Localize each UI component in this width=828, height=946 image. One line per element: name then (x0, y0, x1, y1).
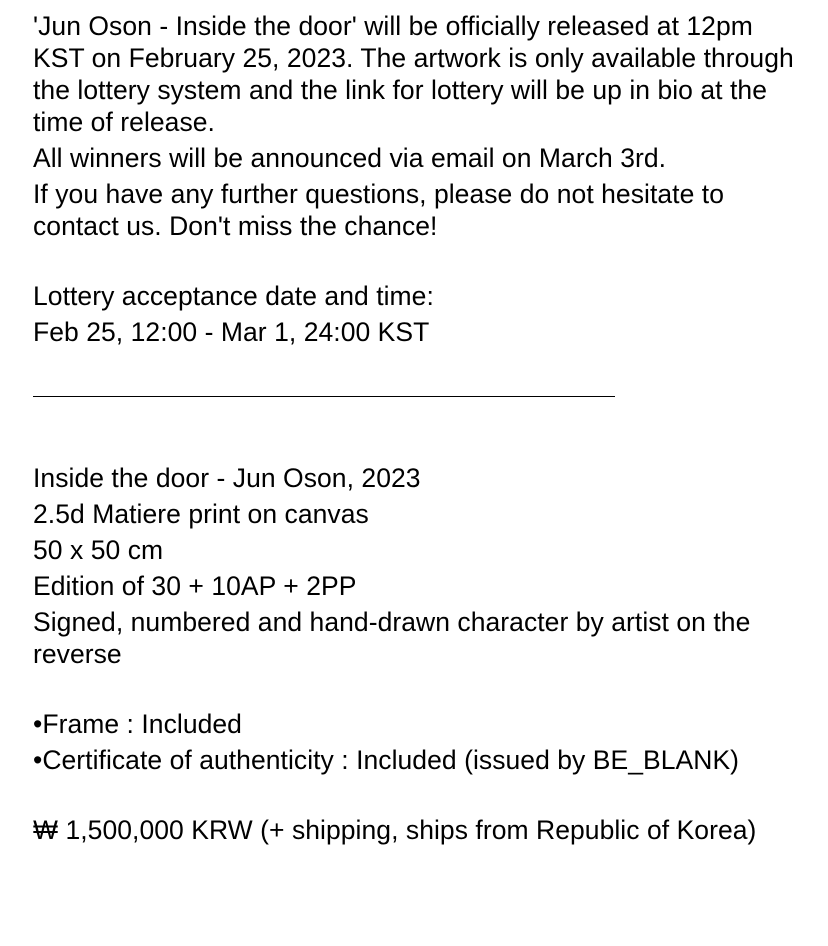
lottery-label: Lottery acceptance date and time: (33, 281, 434, 311)
artwork-signature: Signed, numbered and hand-drawn character by artist on the reverse (33, 607, 751, 669)
frame-included: •Frame : Included (33, 709, 242, 739)
questions-text: If you have any further questions, please do not hesitate to contact us. Don't miss the chance! (33, 179, 724, 241)
artwork-title: Inside the door - Jun Oson, 2023 (33, 463, 421, 493)
artwork-edition: Edition of 30 + 10AP + 2PP (33, 571, 357, 601)
certificate-included: •Certificate of authenticity : Included (issued by BE_BLANK) (33, 745, 740, 775)
section-divider (33, 374, 803, 406)
lottery-window: Feb 25, 12:00 - Mar 1, 24:00 KST (33, 317, 430, 347)
artwork-size: 50 x 50 cm (33, 535, 164, 565)
artwork-medium: 2.5d Matiere print on canvas (33, 499, 369, 529)
post-body (33, 10, 803, 846)
release-paragraph: 'Jun Oson - Inside the door' will be officially released at 12pm KST on February 25, 2023. The artwork is only available through the lottery system and the link for lottery will be up in bio at the time of release. (33, 11, 794, 137)
price-text: ₩ 1,500,000 KRW (+ shipping, ships from Republic of Korea) (33, 815, 757, 845)
announcement-text: All winners will be announced via email on March 3rd. (33, 143, 667, 173)
